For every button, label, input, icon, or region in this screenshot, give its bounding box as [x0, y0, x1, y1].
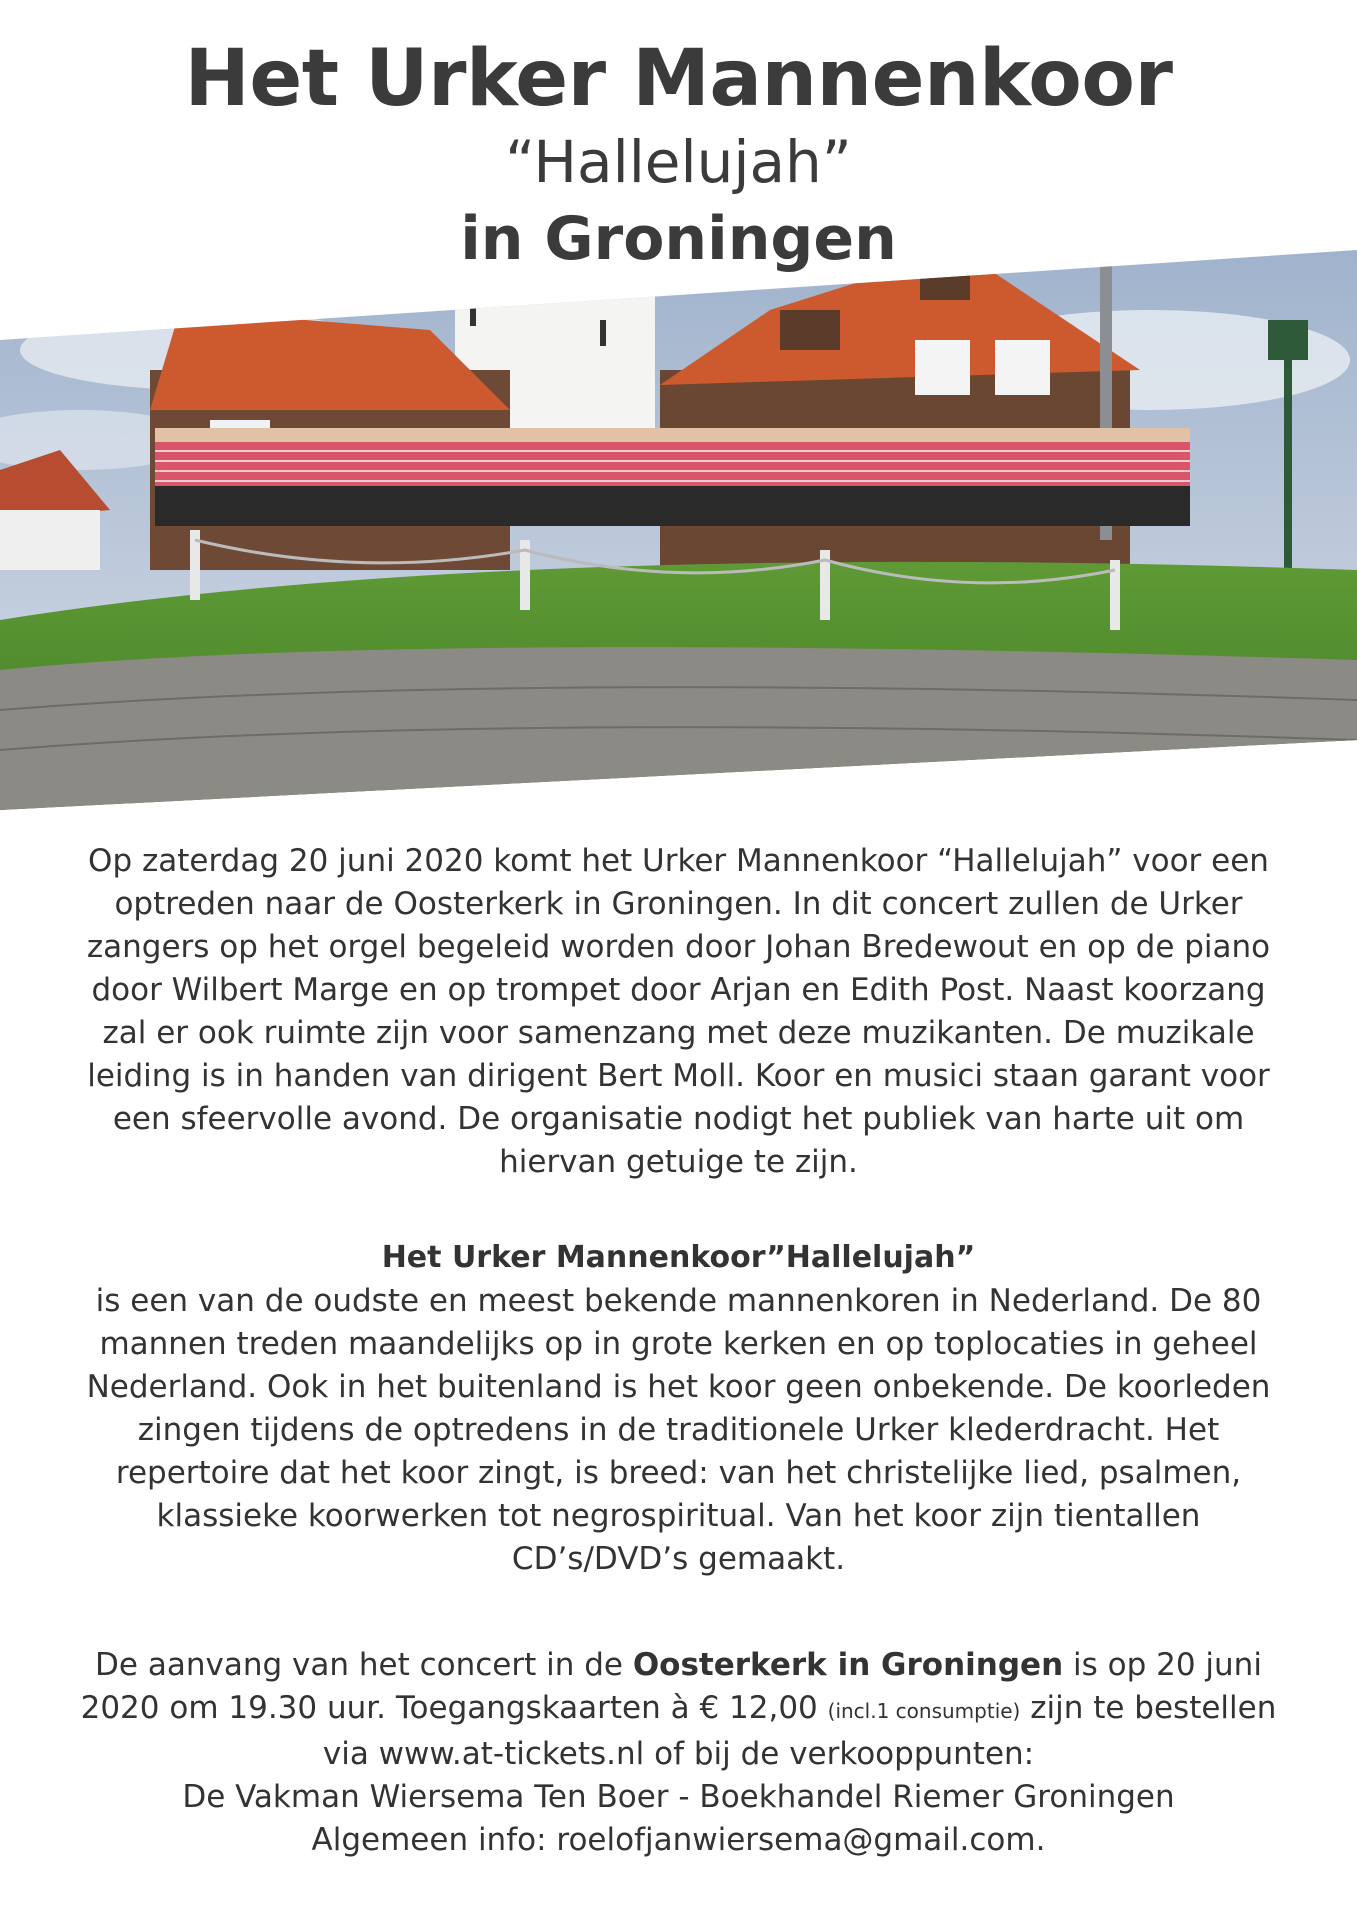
- bio-heading: Het Urker Mannenkoor”Hallelujah”: [381, 1240, 976, 1275]
- poster-title: Het Urker Mannenkoor: [184, 34, 1173, 124]
- sales-outlets: De Vakman Wiersema Ten Boer - Boekhandel Riemer Groningen: [182, 1779, 1175, 1815]
- general-info: Algemeen info: roelofjanwiersema@gmail.com.: [311, 1822, 1046, 1858]
- choir-name-subtitle: “Hallelujah”: [505, 128, 852, 196]
- tickets-text-1: De aanvang van het concert in de: [95, 1647, 633, 1683]
- bio-paragraph: is een van de oudste en meest bekende mannenkoren in Nederland. De 80 mannen treden maandelijks op in grote kerken en op toplocaties in geheel Nederland. Ook in het buitenland is het koor geen onbekende. De koorleden zingen tijdens de optredens in de traditionele Urker klederdracht. Het repertoire dat het koor zingt, is breed: van het christelijke lied, psalmen, klassieke koorwerken tot negrospiritual. Van het koor zijn tientallen CD’s/DVD’s gemaakt.: [86, 1283, 1271, 1577]
- intro-paragraph: Op zaterdag 20 juni 2020 komt het Urker Mannenkoor “Hallelujah” voor een optreden naar de Oosterkerk in Groningen. In dit concert zullen de Urker zangers op het orgel begeleid worden door Johan Bredewout en op de piano door Wilbert Marge en op trompet door Arjan en Edith Post. Naast koorzang zal er ook ruimte zijn voor samenzang met deze muzikanten. De muzikale leiding is in handen van dirigent Bert Moll. Koor en musici staan garant voor een sfeervolle avond. De organisatie nodigt het publiek van harte uit om hiervan getuige te zijn.: [86, 843, 1271, 1180]
- tickets-text-2: is op 20 juni 2020 om 19.30 uur. Toegangskaarten à € 12,00: [80, 1647, 1262, 1726]
- tickets-text-3: zijn te bestellen via www.at-tickets.nl of bij de verkooppunten:: [322, 1690, 1277, 1772]
- venue-name: Oosterkerk in Groningen: [632, 1647, 1064, 1683]
- choir-photo: [0, 240, 1357, 820]
- location-title: in Groningen: [460, 204, 897, 274]
- tickets-paragraph: [70, 1644, 1287, 1862]
- consumption-note: (incl.1 consumptie): [827, 1699, 1021, 1723]
